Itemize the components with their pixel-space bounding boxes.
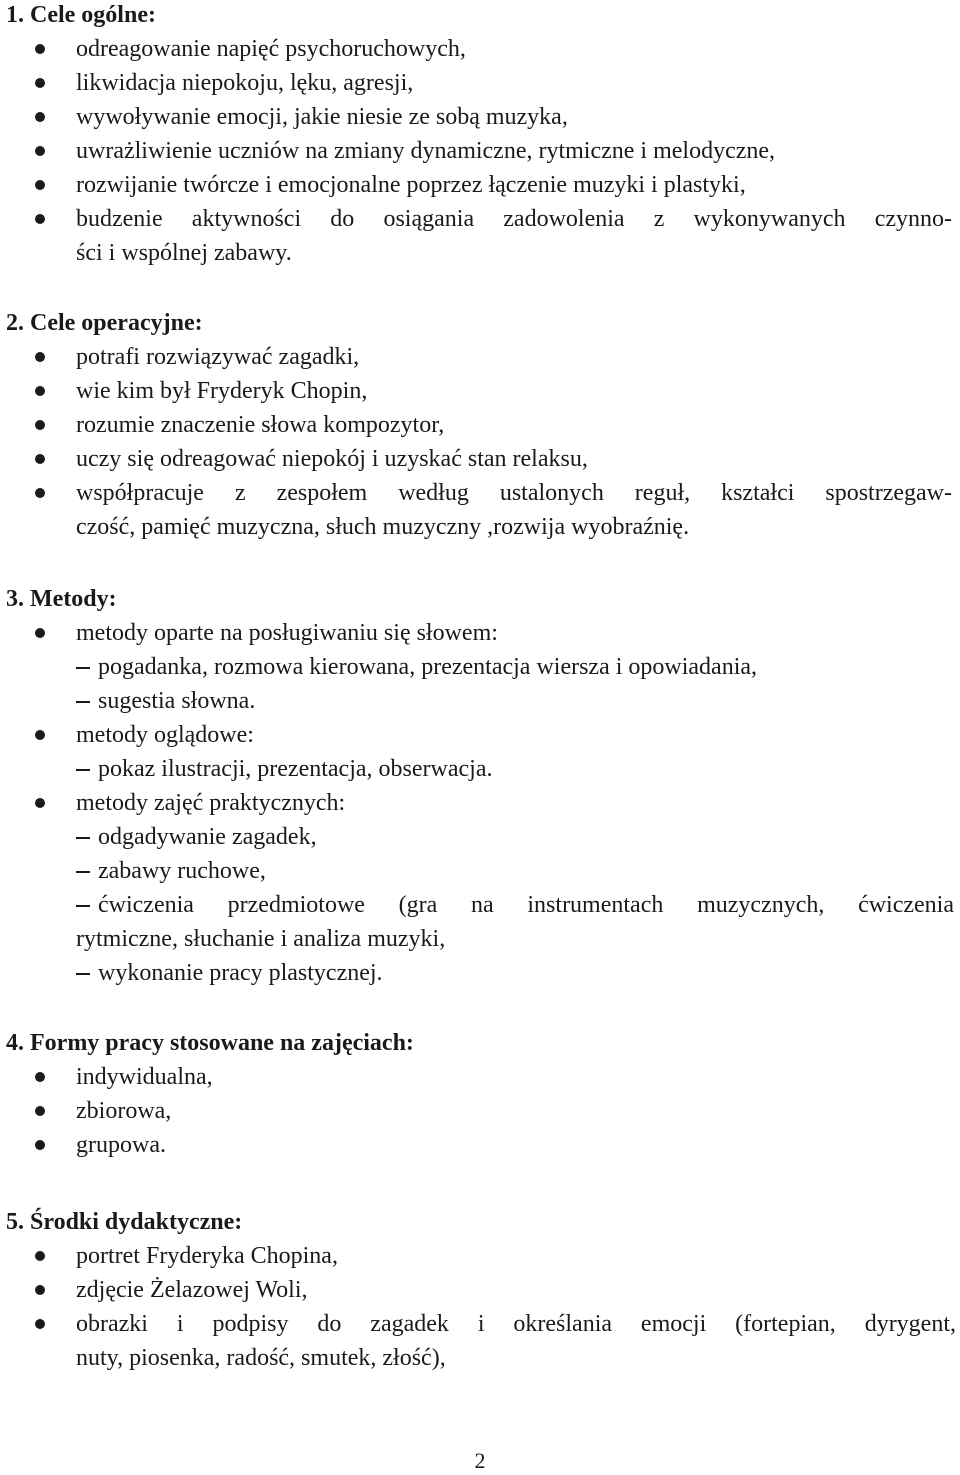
bullet-icon	[35, 1319, 45, 1329]
bullet-icon	[35, 112, 45, 122]
dash-icon	[76, 701, 90, 703]
list-item-continuation: nuty, piosenka, radość, smutek, złość),	[76, 1345, 446, 1371]
page-number: 2	[474, 1448, 486, 1473]
sub-list-item: sugestia słowna.	[98, 688, 256, 714]
list-item: uwrażliwienie uczniów na zmiany dynamiczne, rytmiczne i melodyczne,	[76, 138, 776, 164]
list-item: metody oglądowe:	[76, 722, 254, 748]
bullet-icon	[35, 798, 45, 808]
sub-list-item-continuation: rytmiczne, słuchanie i analiza muzyki,	[76, 926, 446, 952]
list-item: grupowa.	[76, 1132, 166, 1158]
bullet-icon	[35, 352, 45, 362]
sub-list-item: ćwiczenia przedmiotowe (gra na instrumentach muzycznych, ćwiczenia	[98, 892, 954, 918]
dash-icon	[76, 905, 90, 907]
bullet-icon	[35, 1140, 45, 1150]
list-item: portret Fryderyka Chopina,	[76, 1243, 338, 1269]
section-3-heading: 3. Metody:	[6, 586, 117, 612]
list-item: metody oparte na posługiwaniu się słowem:	[76, 620, 498, 646]
list-item: obrazki i podpisy do zagadek i określania emocji (fortepian, dyrygent,	[76, 1311, 956, 1337]
bullet-icon	[35, 386, 45, 396]
section-5-heading: 5. Środki dydaktyczne:	[6, 1209, 243, 1235]
dash-icon	[76, 871, 90, 873]
list-item: zbiorowa,	[76, 1098, 172, 1124]
list-item: zdjęcie Żelazowej Woli,	[76, 1277, 308, 1303]
list-item: wywoływanie emocji, jakie niesie ze sobą muzyka,	[76, 104, 568, 130]
bullet-icon	[35, 454, 45, 464]
bullet-icon	[35, 180, 45, 190]
list-item: budzenie aktywności do osiągania zadowolenia z wykonywanych czynno-	[76, 206, 952, 232]
list-item: uczy się odreagować niepokój i uzyskać stan relaksu,	[76, 446, 588, 472]
bullet-icon	[35, 420, 45, 430]
list-item: odreagowanie napięć psychoruchowych,	[76, 36, 466, 62]
sub-list-item: odgadywanie zagadek,	[98, 824, 317, 850]
bullet-icon	[35, 78, 45, 88]
bullet-icon	[35, 488, 45, 498]
list-item: wie kim był Fryderyk Chopin,	[76, 378, 368, 404]
sub-list-item: zabawy ruchowe,	[98, 858, 266, 884]
list-item: likwidacja niepokoju, lęku, agresji,	[76, 70, 414, 96]
list-item: współpracuje z zespołem według ustalonych reguł, kształci spostrzegaw-	[76, 480, 952, 506]
list-item: metody zajęć praktycznych:	[76, 790, 346, 816]
list-item: potrafi rozwiązywać zagadki,	[76, 344, 360, 370]
bullet-icon	[35, 1106, 45, 1116]
section-2-heading: 2. Cele operacyjne:	[6, 310, 203, 336]
dash-icon	[76, 769, 90, 771]
section-1-heading: 1. Cele ogólne:	[6, 2, 156, 28]
section-4-heading: 4. Formy pracy stosowane na zajęciach:	[6, 1030, 414, 1056]
list-item-continuation: czość, pamięć muzyczna, słuch muzyczny ,rozwija wyobraźnię.	[76, 514, 690, 540]
dash-icon	[76, 973, 90, 975]
bullet-icon	[35, 730, 45, 740]
bullet-icon	[35, 628, 45, 638]
sub-list-item: pokaz ilustracji, prezentacja, obserwacja.	[98, 756, 493, 782]
list-item: rozumie znaczenie słowa kompozytor,	[76, 412, 445, 438]
list-item: indywidualna,	[76, 1064, 213, 1090]
list-item-continuation: ści i wspólnej zabawy.	[76, 240, 292, 266]
dash-icon	[76, 667, 90, 669]
bullet-icon	[35, 1285, 45, 1295]
bullet-icon	[35, 44, 45, 54]
bullet-icon	[35, 146, 45, 156]
list-item: rozwijanie twórcze i emocjonalne poprzez łączenie muzyki i plastyki,	[76, 172, 746, 198]
bullet-icon	[35, 1251, 45, 1261]
sub-list-item: pogadanka, rozmowa kierowana, prezentacja wiersza i opowiadania,	[98, 654, 758, 680]
bullet-icon	[35, 214, 45, 224]
sub-list-item: wykonanie pracy plastycznej.	[98, 960, 383, 986]
bullet-icon	[35, 1072, 45, 1082]
dash-icon	[76, 837, 90, 839]
